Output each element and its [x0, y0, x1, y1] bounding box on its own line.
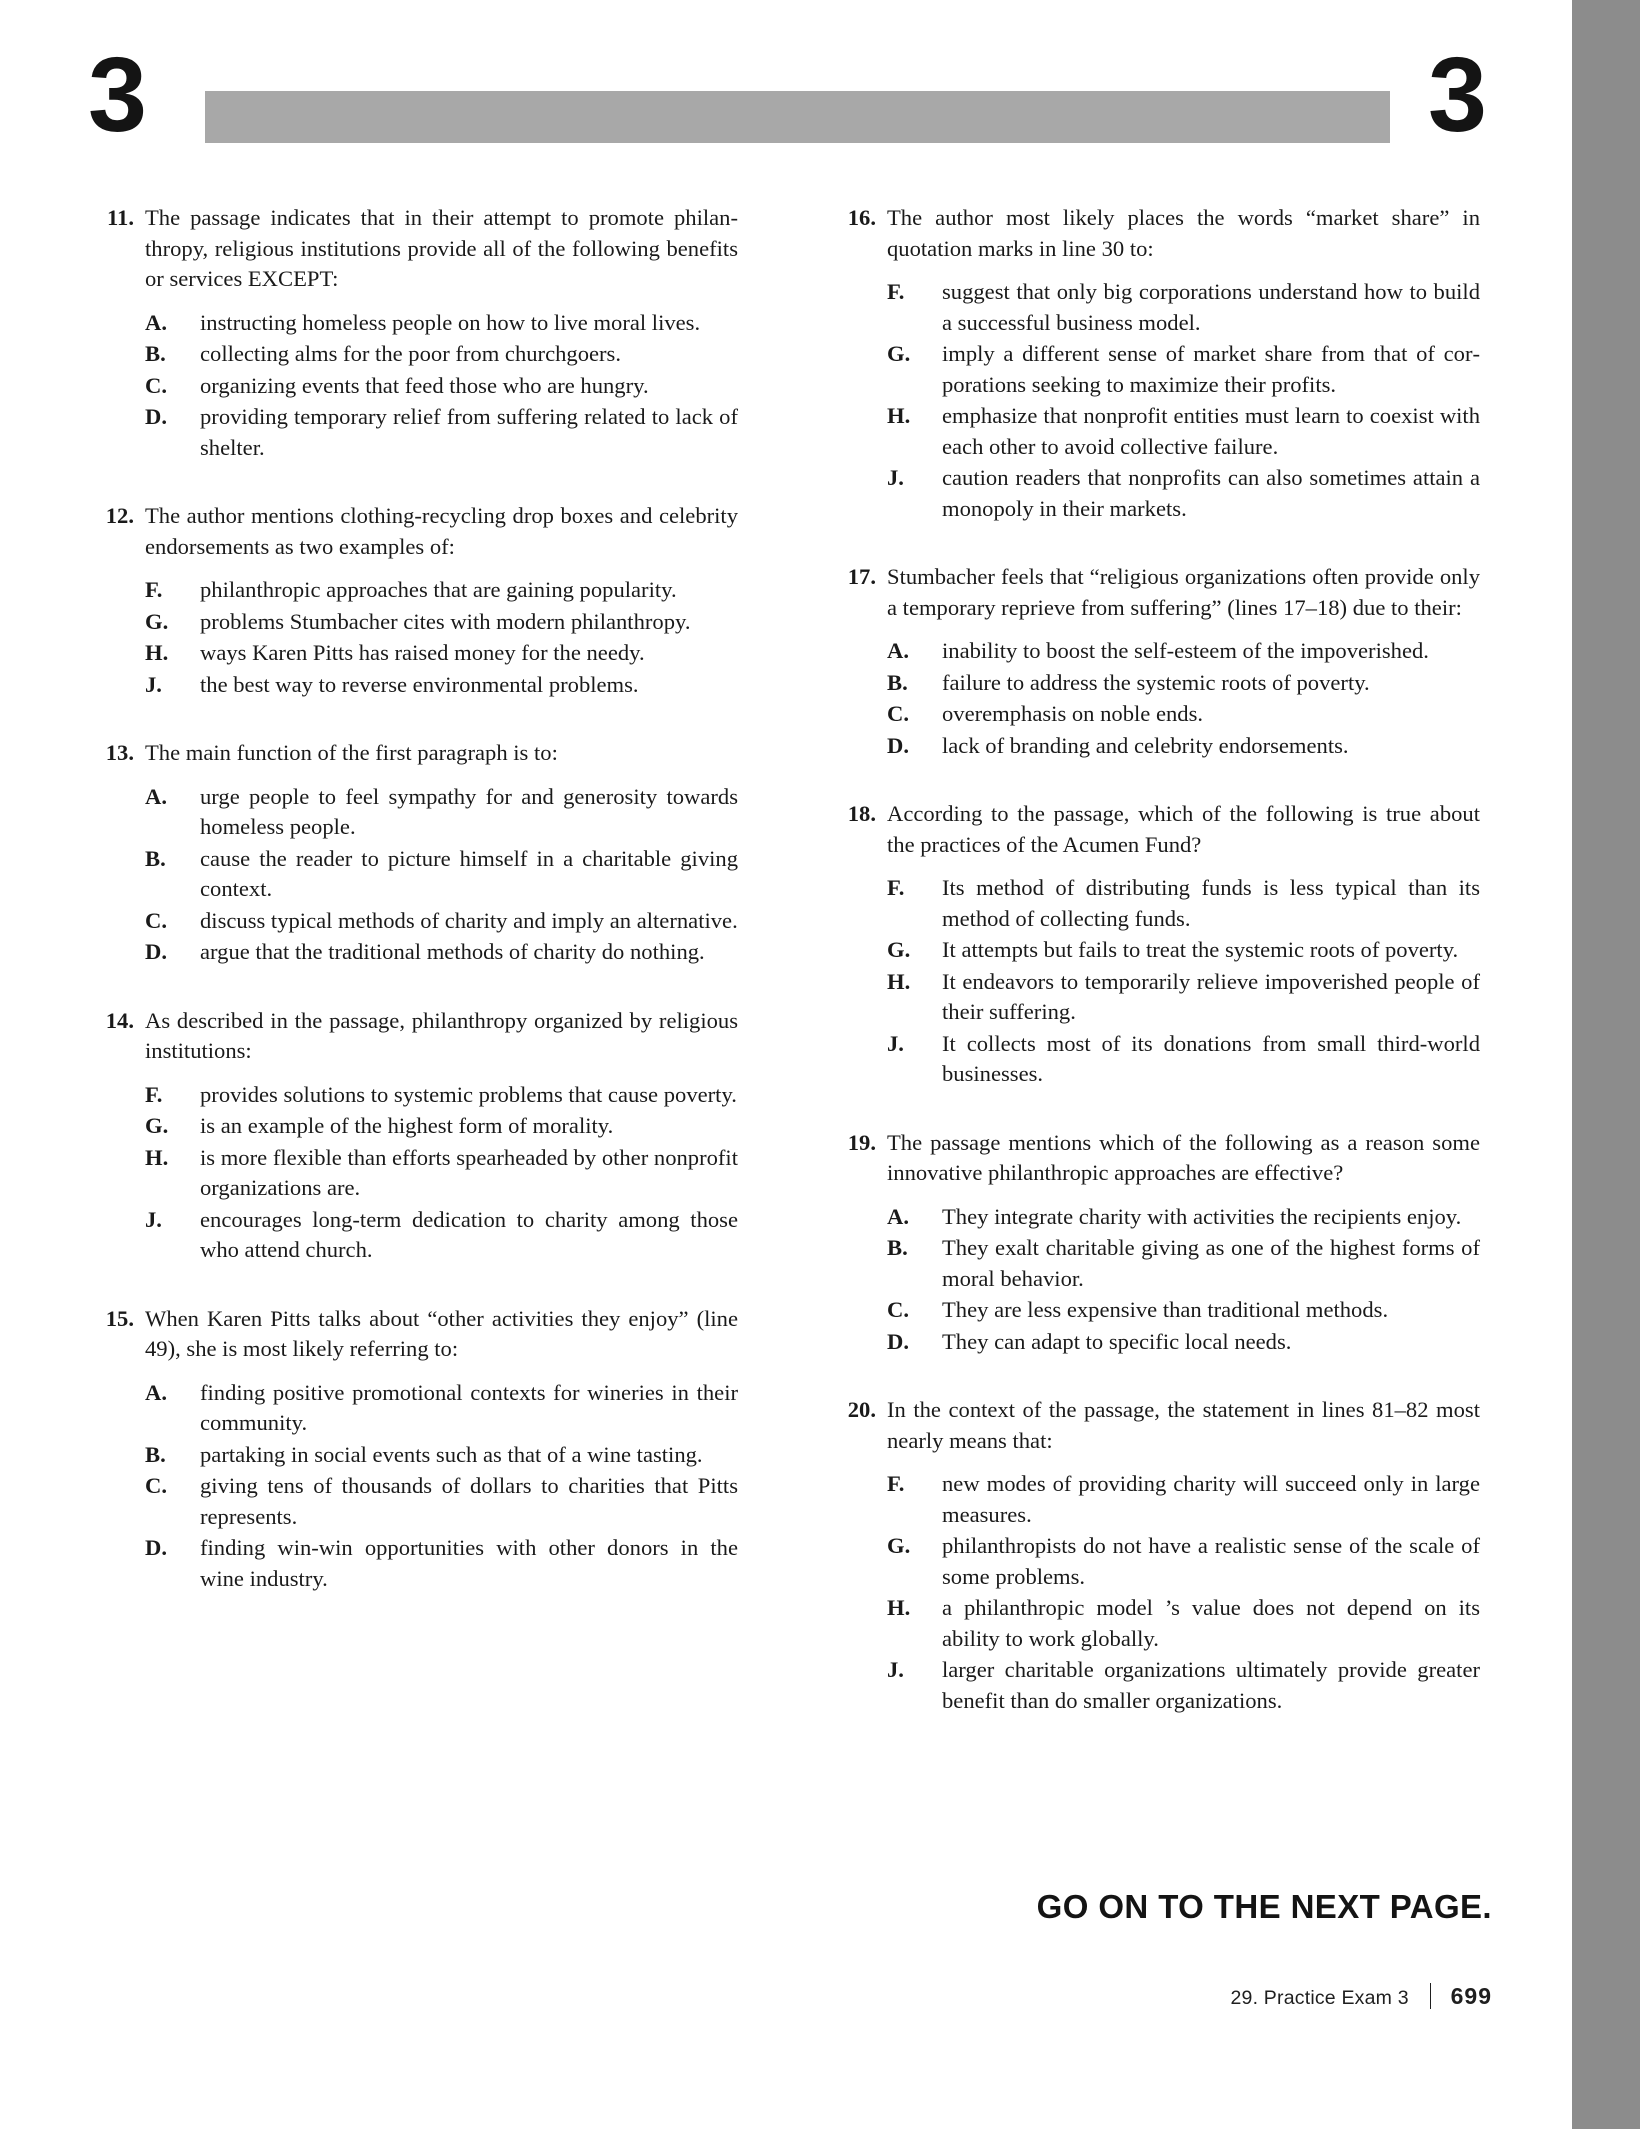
answer-choice-letter: J.	[145, 1206, 162, 1232]
answer-choice-letter: F.	[145, 1081, 163, 1107]
question-block	[88, 501, 738, 700]
question-stem: 17. Stumbacher feels that “religious organizations often provide only a temporary reprieve from suffering” (lines 17–18) due to their:	[830, 562, 1480, 623]
answer-choice-letter: H.	[145, 1144, 169, 1170]
answer-choice-letter: G.	[887, 937, 911, 962]
answer-choice-list	[88, 1378, 738, 1595]
question-stem: 15. When Karen Pitts talks about “other activities they enjoy” (line 49), she is most likely referring to:	[88, 1304, 738, 1365]
answer-choice-letter: H.	[145, 640, 169, 665]
answer-choice[interactable]	[145, 638, 738, 669]
question-number: 18.	[847, 801, 876, 826]
answer-choice-text: is an example of the highest form of morality.	[200, 1113, 614, 1138]
go-on-notice: GO ON TO THE NEXT PAGE.	[1036, 1888, 1492, 1925]
answer-choice[interactable]	[887, 967, 1480, 1028]
answer-choice[interactable]	[887, 699, 1480, 730]
answer-choice-text: ways Karen Pitts has raised money for the needy.	[200, 640, 645, 665]
answer-choice[interactable]	[887, 636, 1480, 667]
answer-choice-text: It attempts but fails to treat the systemic roots of poverty.	[942, 937, 1459, 962]
answer-choice-letter: D.	[887, 732, 909, 758]
question-number: 14.	[105, 1007, 134, 1033]
answer-choice-list	[88, 1080, 738, 1266]
answer-choice[interactable]	[887, 463, 1480, 524]
answer-choice-letter: G.	[887, 341, 911, 366]
page-footer	[0, 1983, 1492, 2010]
answer-choice-text: philanthropists do not have a realistic sense of the scale of some problems.	[942, 1533, 1480, 1589]
answer-choice-letter: D.	[145, 1535, 167, 1560]
question-block	[88, 1304, 738, 1595]
question-number: 12.	[105, 503, 134, 528]
answer-choice-text: discuss typical methods of charity and imply an alternative.	[200, 907, 738, 933]
answer-choice-text: providing temporary relief from suffering related to lack of shelter.	[200, 404, 738, 460]
answer-choice[interactable]	[887, 277, 1480, 338]
answer-choice-list	[830, 1202, 1480, 1358]
answer-choice-letter: F.	[887, 279, 905, 304]
answer-choice-text: They are less expensive than traditional methods.	[942, 1297, 1389, 1322]
answer-choice[interactable]	[145, 371, 738, 402]
answer-choice-letter: C.	[145, 907, 167, 933]
answer-choice[interactable]	[887, 1327, 1480, 1358]
answer-choice[interactable]	[145, 308, 738, 339]
question-stem: 12. The author mentions clothing-recycling drop boxes and celebrity endorsements as two examples of:	[88, 501, 738, 562]
answer-choice-letter: A.	[145, 1379, 167, 1405]
header-rule-bar	[205, 91, 1390, 143]
answer-choice-text: is more flexible than efforts spearheaded by other nonprofit organizations are.	[200, 1144, 738, 1200]
answer-choice-text: finding positive promotional contexts for wineries in their community.	[200, 1379, 738, 1435]
answer-choice-list	[88, 575, 738, 700]
answer-choice-letter: A.	[145, 309, 167, 335]
answer-choice[interactable]	[145, 1111, 738, 1142]
answer-choice-text: the best way to reverse environmental problems.	[200, 671, 639, 697]
answer-choice-letter: J.	[887, 1657, 904, 1682]
answer-choice[interactable]	[145, 607, 738, 638]
page-header	[0, 36, 1572, 154]
answer-choice[interactable]	[887, 731, 1480, 762]
question-block	[88, 1006, 738, 1266]
question-stem: 11. The passage indicates that in their attempt to promote philanthropy, religious institutions provide all of the following benefits or services EXCEPT:	[88, 203, 738, 295]
answer-choice[interactable]	[145, 575, 738, 606]
answer-choice-letter: G.	[145, 1113, 169, 1138]
answer-choice-letter: A.	[145, 783, 167, 809]
answer-choice-text: Its method of distributing funds is less typical than its method of collecting funds.	[942, 875, 1480, 931]
answer-choice[interactable]	[145, 402, 738, 463]
answer-choice-text: caution readers that nonprofits can also sometimes attain a monopoly in their markets.	[942, 465, 1480, 521]
answer-choice-text: suggest that only big corporations understand how to build a successful business model.	[942, 279, 1480, 335]
answer-choice-letter: J.	[145, 671, 162, 697]
page-edge-strip	[1572, 0, 1640, 2129]
question-column-right	[830, 203, 1480, 1754]
question-block	[830, 1395, 1480, 1716]
answer-choice[interactable]	[887, 668, 1480, 699]
question-block	[830, 562, 1480, 761]
answer-choice[interactable]	[145, 1440, 738, 1471]
answer-choice[interactable]	[887, 1469, 1480, 1530]
question-number: 11.	[107, 205, 134, 230]
answer-choice-text: urge people to feel sympathy for and generosity towards homeless people.	[200, 783, 738, 839]
question-number: 17.	[847, 564, 876, 589]
answer-choice-text: imply a different sense of market share from that of corporations seeking to maximize their profits.	[942, 341, 1480, 397]
answer-choice-text: problems Stumbacher cites with modern philanthropy.	[200, 608, 691, 634]
question-number: 16.	[847, 205, 876, 230]
answer-choice-list	[830, 1469, 1480, 1716]
answer-choice-letter: D.	[145, 404, 167, 429]
answer-choice[interactable]	[887, 339, 1480, 400]
answer-choice-letter: B.	[887, 1235, 908, 1260]
answer-choice-letter: D.	[145, 939, 167, 964]
answer-choice-list	[830, 277, 1480, 524]
question-block	[830, 1128, 1480, 1358]
answer-choice-letter: J.	[887, 465, 904, 490]
answer-choice-text: lack of branding and celebrity endorsements.	[942, 732, 1349, 758]
answer-choice[interactable]	[145, 1533, 738, 1594]
answer-choice-letter: B.	[145, 341, 166, 366]
answer-choice-letter: B.	[145, 1441, 166, 1467]
answer-choice-text: They exalt charitable giving as one of the highest forms of moral behavior.	[942, 1235, 1480, 1291]
answer-choice-text: a philanthropic model ’s value does not depend on its ability to work globally.	[942, 1595, 1480, 1651]
answer-choice-letter: F.	[887, 1471, 905, 1496]
question-stem: 16. The author most likely places the words “market share” in quotation marks in line 30 to:	[830, 203, 1480, 264]
answer-choice-text: It endeavors to temporarily relieve impoverished people of their suffering.	[942, 968, 1480, 1024]
answer-choice-letter: C.	[887, 701, 909, 726]
answer-choice[interactable]	[887, 1029, 1480, 1090]
question-block	[88, 738, 738, 968]
footer-page-number: 699	[1450, 1983, 1492, 2009]
answer-choice-letter: A.	[887, 1203, 909, 1229]
answer-choice-text: philanthropic approaches that are gaining popularity.	[200, 577, 677, 602]
answer-choice-letter: H.	[887, 1595, 911, 1620]
answer-choice[interactable]	[887, 1655, 1480, 1716]
answer-choice-letter: C.	[145, 1473, 167, 1498]
section-number-left: 3	[88, 36, 145, 154]
question-block	[88, 203, 738, 463]
answer-choice-text: It collects most of its donations from small third-world businesses.	[942, 1030, 1480, 1086]
footer-chapter-label: 29. Practice Exam 3	[1230, 1987, 1409, 2009]
section-number-right: 3	[1428, 36, 1485, 154]
answer-choice[interactable]	[145, 339, 738, 370]
answer-choice[interactable]	[887, 1202, 1480, 1233]
answer-choice[interactable]	[145, 937, 738, 968]
answer-choice-letter: F.	[887, 875, 905, 900]
answer-choice[interactable]	[145, 1143, 738, 1204]
answer-choice-text: emphasize that nonprofit entities must learn to coexist with each other to avoid collective failure.	[942, 403, 1480, 459]
answer-choice[interactable]	[145, 844, 738, 905]
answer-choice[interactable]	[887, 401, 1480, 462]
answer-choice-letter: A.	[887, 638, 909, 663]
answer-choice-text: inability to boost the self-esteem of the impoverished.	[942, 638, 1429, 663]
footer-divider	[1430, 1983, 1431, 2009]
answer-choice[interactable]	[887, 1531, 1480, 1592]
answer-choice-letter: B.	[887, 669, 908, 695]
answer-choice-letter: G.	[145, 608, 169, 634]
answer-choice-text: They integrate charity with activities the recipients enjoy.	[942, 1203, 1462, 1229]
answer-choice[interactable]	[145, 1378, 738, 1439]
answer-choice[interactable]	[145, 782, 738, 843]
answer-choice-list	[830, 873, 1480, 1090]
answer-choice-letter: D.	[887, 1328, 909, 1354]
answer-choice[interactable]	[887, 1593, 1480, 1654]
answer-choice-text: finding win-win opportunities with other donors in the wine industry.	[200, 1535, 738, 1591]
answer-choice-letter: B.	[145, 845, 166, 871]
question-stem: 19. The passage mentions which of the following as a reason some innovative philanthropic approaches are effective?	[830, 1128, 1480, 1189]
answer-choice[interactable]	[887, 1295, 1480, 1326]
answer-choice-text: They can adapt to specific local needs.	[942, 1328, 1292, 1354]
question-number: 15.	[105, 1305, 134, 1331]
answer-choice[interactable]	[145, 670, 738, 701]
answer-choice[interactable]	[887, 935, 1480, 966]
question-stem: 18. According to the passage, which of the following is true about the practices of the Acumen Fund?	[830, 799, 1480, 860]
answer-choice-text: larger charitable organizations ultimately provide greater benefit than do smaller organizations.	[942, 1657, 1480, 1713]
answer-choice-text: new modes of providing charity will succeed only in large measures.	[942, 1471, 1480, 1527]
answer-choice-text: argue that the traditional methods of charity do nothing.	[200, 939, 705, 964]
answer-choice[interactable]	[145, 1471, 738, 1532]
answer-choice-text: collecting alms for the poor from churchgoers.	[200, 341, 621, 366]
answer-choice[interactable]	[145, 1205, 738, 1266]
question-block	[830, 799, 1480, 1090]
answer-choice-letter: C.	[887, 1297, 909, 1322]
answer-choice-text: organizing events that feed those who are hungry.	[200, 372, 649, 398]
answer-choice-text: failure to address the systemic roots of poverty.	[942, 669, 1370, 695]
answer-choice-text: overemphasis on noble ends.	[942, 701, 1204, 726]
question-stem: 14. As described in the passage, philanthropy organized by religious institutions:	[88, 1006, 738, 1067]
question-column-left	[88, 203, 738, 1632]
answer-choice[interactable]	[887, 1233, 1480, 1294]
answer-choice-text: provides solutions to systemic problems that cause poverty.	[200, 1081, 737, 1107]
question-number: 19.	[847, 1129, 876, 1155]
answer-choice-text: giving tens of thousands of dollars to charities that Pitts represents.	[200, 1473, 738, 1529]
question-block	[830, 203, 1480, 524]
question-stem: 20. In the context of the passage, the statement in lines 81–82 most nearly means that:	[830, 1395, 1480, 1456]
question-number: 20.	[847, 1397, 876, 1422]
question-stem: 13. The main function of the first paragraph is to:	[88, 738, 738, 769]
answer-choice-letter: G.	[887, 1533, 911, 1558]
answer-choice-letter: J.	[887, 1030, 904, 1056]
answer-choice-letter: H.	[887, 403, 911, 428]
answer-choice[interactable]	[887, 873, 1480, 934]
answer-choice-letter: H.	[887, 968, 911, 994]
answer-choice[interactable]	[145, 906, 738, 937]
answer-choice-text: instructing homeless people on how to live moral lives.	[200, 309, 701, 335]
answer-choice[interactable]	[145, 1080, 738, 1111]
answer-choice-text: cause the reader to picture himself in a charitable giving context.	[200, 845, 738, 901]
answer-choice-list	[830, 636, 1480, 761]
answer-choice-list	[88, 782, 738, 968]
answer-choice-letter: F.	[145, 577, 163, 602]
question-number: 13.	[105, 740, 134, 765]
answer-choice-letter: C.	[145, 372, 167, 398]
answer-choice-text: partaking in social events such as that of a wine tasting.	[200, 1441, 703, 1467]
answer-choice-list	[88, 308, 738, 464]
answer-choice-text: encourages long-term dedication to charity among those who attend church.	[200, 1206, 738, 1262]
